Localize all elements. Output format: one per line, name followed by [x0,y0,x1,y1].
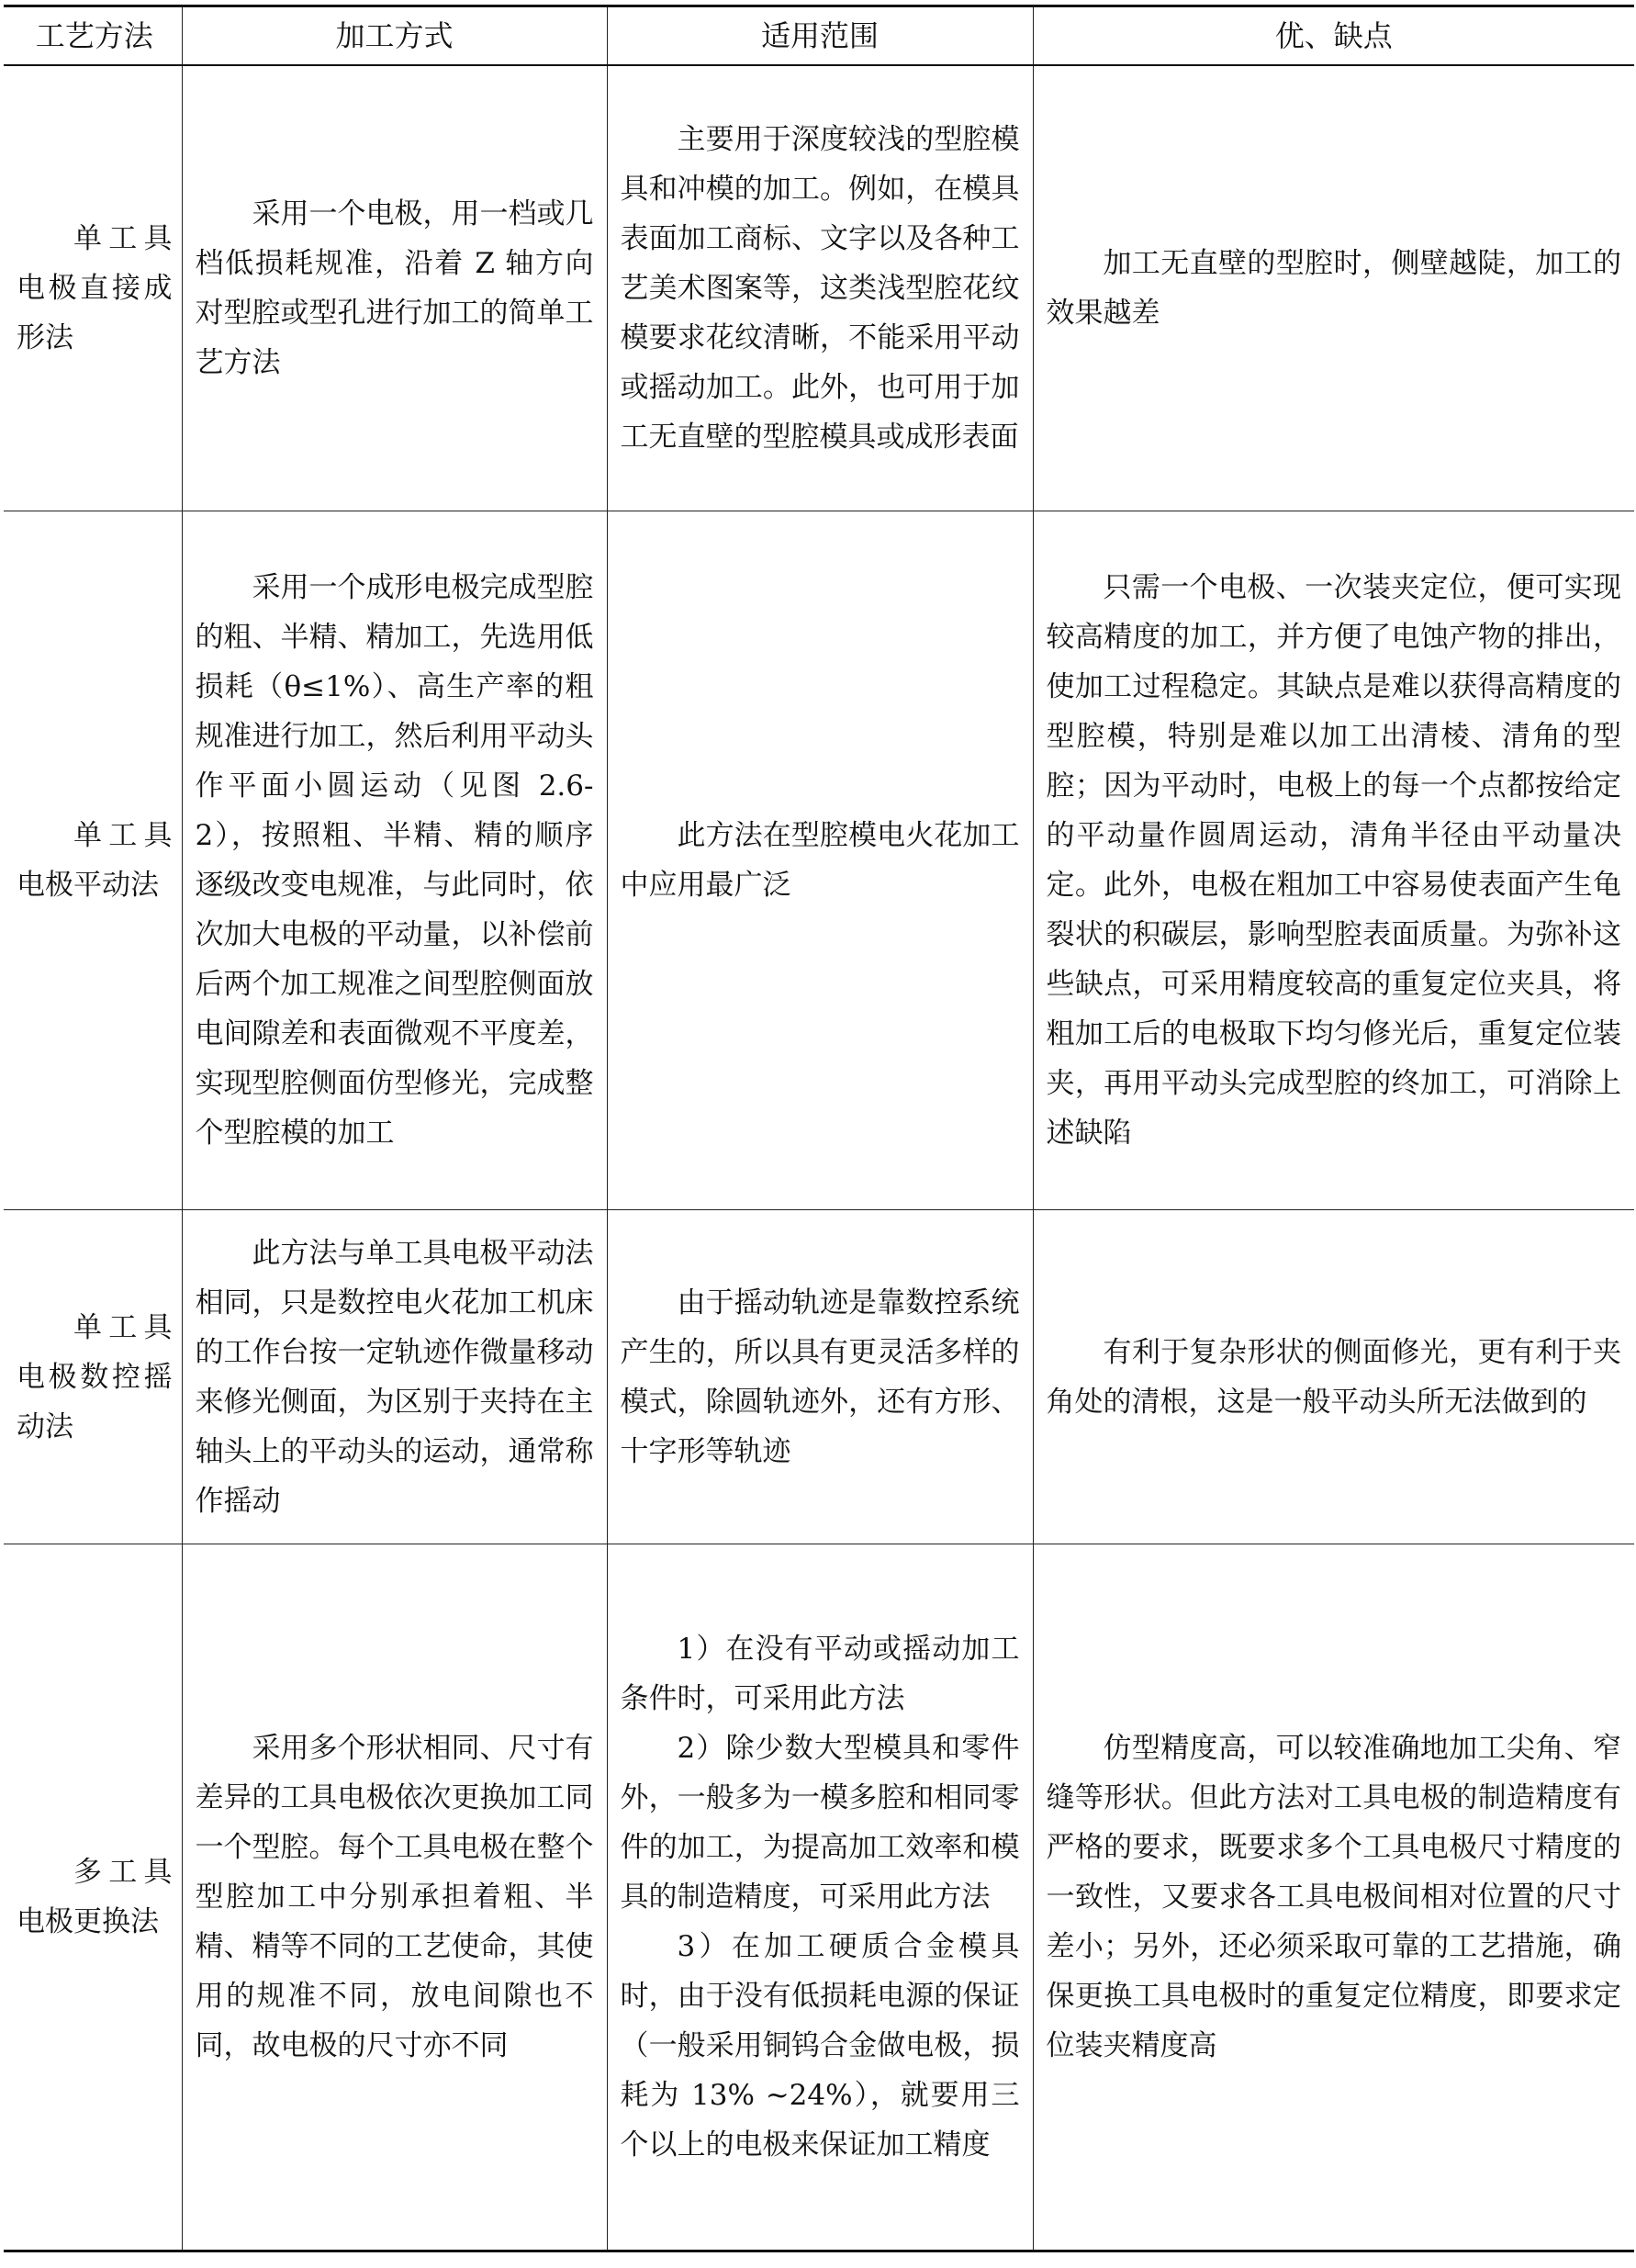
table-header-row [4,6,1634,66]
cell-processing: 采用一个电极，用一档或几档低损耗规准，沿着 Z 轴方向对型腔或型孔进行加工的简单工艺方法 [182,65,607,511]
cell-method: 单工具电极直接成形法 [4,65,182,511]
cell-method: 多工具电极更换法 [4,1544,182,2251]
scope-item: 1）在没有平动或摇动加工条件时，可采用此方法 [620,1633,1020,1715]
table-row [4,65,1634,511]
scope-item: 2）除少数大型模具和零件外，一般多为一模多腔和相同零件的加工，为提高加工效率和模具的制造精度，可采用此方法 [620,1732,1020,1914]
cell-pros-cons: 只需一个电极、一次装夹定位，便可实现较高精度的加工，并方便了电蚀产物的排出，使加工过程稳定。其缺点是难以获得高精度的型腔模，特别是难以加工出清棱、清角的型腔；因为平动时，电极上的每一个点都按给定的平动量作圆周运动，清角半径由平动量决定。此外，电极在粗加工中容易使表面产生龟裂状的积碳层，影响型腔表面质量。为弥补这些缺点，可采用精度较高的重复定位夹具，将粗加工后的电极取下均匀修光后，重复定位装夹，再用平动头完成型腔的终加工，可消除上述缺陷 [1033,511,1634,1210]
cell-pros-cons: 有利于复杂形状的侧面修光，更有利于夹角处的清根，这是一般平动头所无法做到的 [1033,1210,1634,1544]
table-row [4,1544,1634,2251]
scope-item: 3）在加工硬质合金模具时，由于没有低损耗电源的保证（一般采用铜钨合金做电极，损耗为 13% ~24%），就要用三个以上的电极来保证加工精度 [620,1930,1020,2161]
cell-processing: 此方法与单工具电极平动法相同，只是数控电火花加工机床的工作台按一定轨迹作微量移动来修光侧面，为区别于夹持在主轴头上的平动头的运动，通常称作摇动 [182,1210,607,1544]
header-pros-cons: 优、缺点 [1033,6,1634,66]
header-processing: 加工方式 [182,6,607,66]
cell-scope: 由于摇动轨迹是靠数控系统产生的，所以具有更灵活多样的模式，除圆轨迹外，还有方形、十字形等轨迹 [607,1210,1033,1544]
cell-scope: 主要用于深度较浅的型腔模具和冲模的加工。例如，在模具表面加工商标、文字以及各种工艺美术图案等，这类浅型腔花纹模要求花纹清晰，不能采用平动或摇动加工。此外，也可用于加工无直壁的型腔模具或成形表面 [607,65,1033,511]
cell-method: 单工具电极平动法 [4,511,182,1210]
process-comparison-table [4,5,1634,2252]
cell-pros-cons: 仿型精度高，可以较准确地加工尖角、窄缝等形状。但此方法对工具电极的制造精度有严格的要求，既要求多个工具电极尺寸精度的一致性，又要求各工具电极间相对位置的尺寸差小；另外，还必须采取可靠的工艺措施，确保更换工具电极时的重复定位精度，即要求定位装夹精度高 [1033,1544,1634,2251]
cell-processing: 采用多个形状相同、尺寸有差异的工具电极依次更换加工同一个型腔。每个工具电极在整个型腔加工中分别承担着粗、半精、精等不同的工艺使命，其使用的规准不同，放电间隙也不同，故电极的尺寸亦不同 [182,1544,607,2251]
cell-scope [607,1544,1033,2251]
table-row [4,1210,1634,1544]
cell-processing: 采用一个成形电极完成型腔的粗、半精、精加工，先选用低损耗（θ≤1%）、高生产率的粗规准进行加工，然后利用平动头作平面小圆运动（见图 2.6-2），按照粗、半精、精的顺序逐级改变电规准，与此同时，依次加大电极的平动量，以补偿前后两个加工规准之间型腔侧面放电间隙差和表面微观不平度差，实现型腔侧面仿型修光，完成整个型腔模的加工 [182,511,607,1210]
cell-method: 单工具电极数控摇动法 [4,1210,182,1544]
cell-scope: 此方法在型腔模电火花加工中应用最广泛 [607,511,1033,1210]
cell-pros-cons: 加工无直壁的型腔时，侧壁越陡，加工的效果越差 [1033,65,1634,511]
header-method: 工艺方法 [4,6,182,66]
table-row [4,511,1634,1210]
header-scope: 适用范围 [607,6,1033,66]
